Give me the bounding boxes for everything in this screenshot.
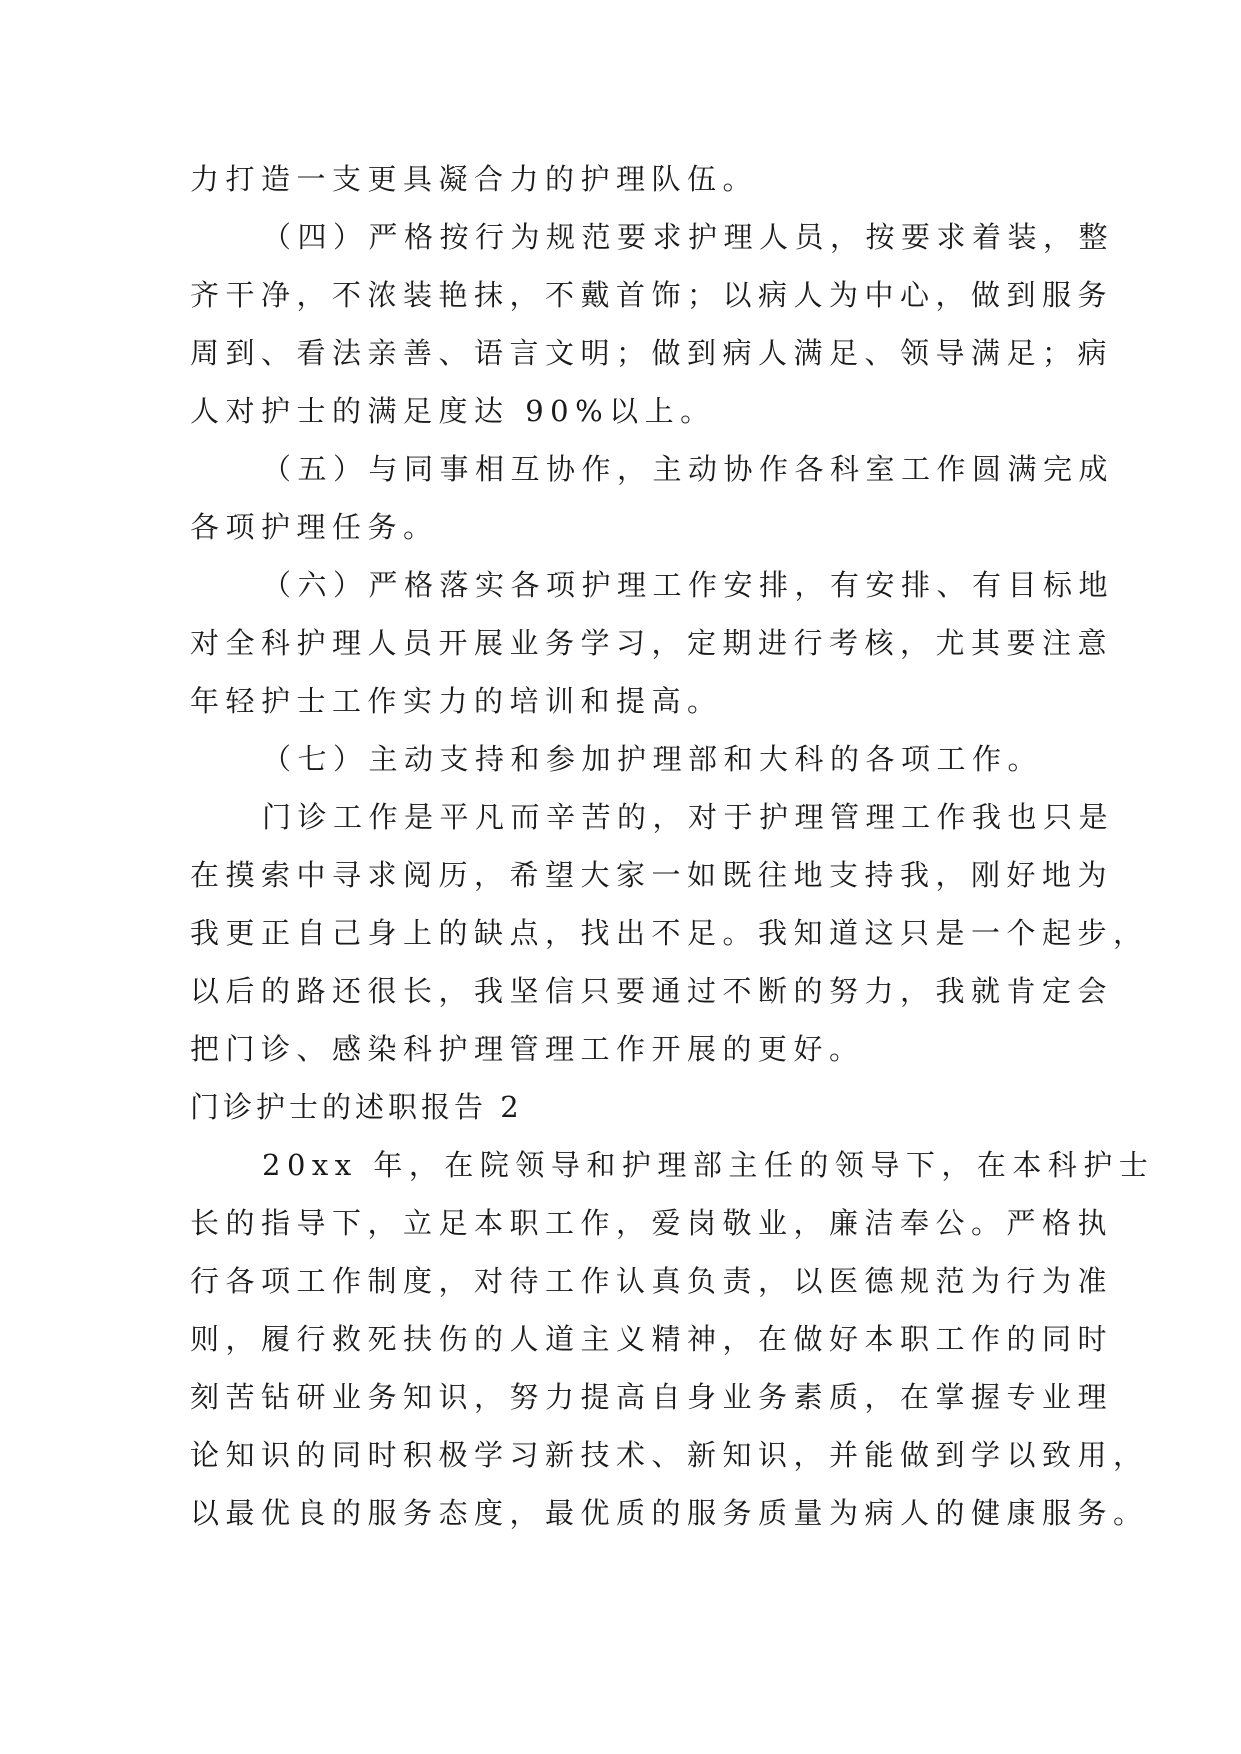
paragraph-line: 对全科护理人员开展业务学习，定期进行考核，尤其要注意 <box>190 626 1114 660</box>
paragraph-line: （四）严格按行为规范要求护理人员，按要求着装，整 <box>262 220 1115 254</box>
paragraph-line: 我更正自己身上的缺点，找出不足。我知道这只是一个起步， <box>190 916 1149 950</box>
document-body <box>190 150 1155 1542</box>
paragraph-line: 在摸索中寻求阅历，希望大家一如既往地支持我，刚好地为 <box>190 858 1114 892</box>
paragraph-line: 以后的路还很长，我坚信只要通过不断的努力，我就肯定会 <box>190 974 1114 1008</box>
paragraph-line: 力打造一支更具凝合力的护理队伍。 <box>190 162 759 196</box>
section-heading: 门诊护士的述职报告 2 <box>190 1090 523 1124</box>
paragraph-line: 各项护理任务。 <box>190 510 439 544</box>
paragraph-line: 人对护士的满足度达 90%以上。 <box>190 394 716 428</box>
paragraph-line: 把门诊、感染科护理管理工作开展的更好。 <box>190 1032 865 1066</box>
paragraph-line: 刻苦钻研业务知识，努力提高自身业务素质，在掌握专业理 <box>190 1380 1114 1414</box>
paragraph-line: （五）与同事相互协作，主动协作各科室工作圆满完成 <box>262 452 1115 486</box>
paragraph-line: 长的指导下，立足本职工作，爱岗敬业，廉洁奉公。严格执 <box>190 1206 1114 1240</box>
paragraph-line: 年轻护士工作实力的培训和提高。 <box>190 684 723 718</box>
paragraph-line: 则，履行救死扶伤的人道主义精神，在做好本职工作的同时 <box>190 1322 1114 1356</box>
paragraph-line: 齐干净，不浓装艳抹，不戴首饰；以病人为中心，做到服务 <box>190 278 1114 312</box>
paragraph-line: 周到、看法亲善、语言文明；做到病人满足、领导满足；病 <box>190 336 1114 370</box>
paragraph-line: （七）主动支持和参加护理部和大科的各项工作。 <box>262 742 1044 776</box>
paragraph-line: （六）严格落实各项护理工作安排，有安排、有目标地 <box>262 568 1115 602</box>
paragraph-line: 论知识的同时积极学习新技术、新知识，并能做到学以致用， <box>190 1438 1149 1472</box>
paragraph-line: 行各项工作制度，对待工作认真负责，以医德规范为行为准 <box>190 1264 1114 1298</box>
paragraph-line: 门诊工作是平凡而辛苦的，对于护理管理工作我也只是 <box>262 800 1115 834</box>
paragraph-line: 20xx 年，在院领导和护理部主任的领导下，在本科护士 <box>262 1148 1155 1182</box>
paragraph-line: 以最优良的服务态度，最优质的服务质量为病人的健康服务。 <box>190 1496 1149 1530</box>
